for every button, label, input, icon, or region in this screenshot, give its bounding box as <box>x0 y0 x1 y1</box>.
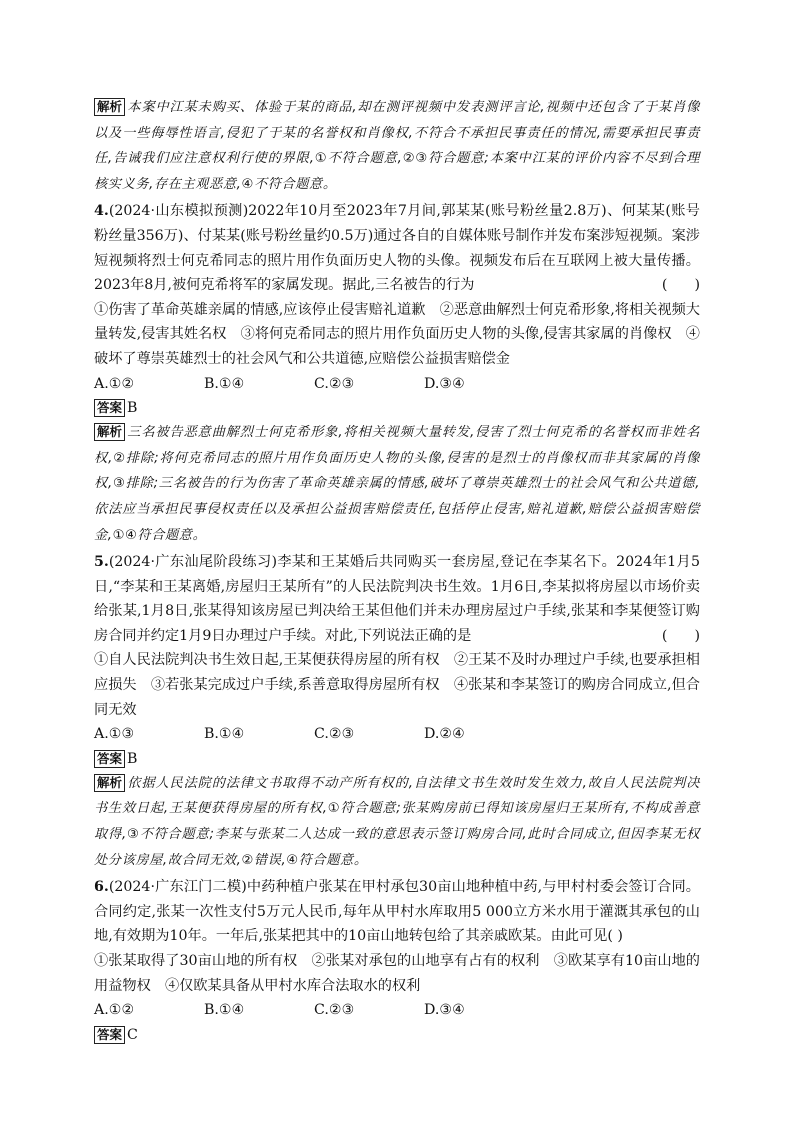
answer-value: B <box>127 750 138 767</box>
analysis-tag: 解析 <box>94 98 125 116</box>
option-d: D.③④ <box>424 375 465 392</box>
question-statements: ①张某取得了30亩山地的所有权 ②张某对承包的山地享有占有的权利 ③欧某享有10亩山地的用益物权 ④仅欧某具备从甲村水库合法取水的权利 <box>94 953 700 994</box>
analysis-text: 三名被告恶意曲解烈士何克希形象,将相关视频大量转发,侵害了烈士何克希的名誉权而非姓名权,②排除;将何克希同志的照片用作负面历史人物的头像,侵害的是烈士的肖像权而非其家属的肖像权,③排除;三名被告的行为伤害了革命英雄亲属的情感,破坏了尊崇英雄烈士的社会风气和公共道德,依法应当承担民事侵权责任以及承担公益损害赔偿责任,包括停止侵害,赔礼道歉,赔偿公益损害赔偿金,①④符合题意。 <box>94 425 700 543</box>
answer-line <box>94 1023 700 1047</box>
option-c: C.②③ <box>314 375 355 392</box>
answer-value: B <box>127 400 138 417</box>
analysis-block <box>94 420 700 548</box>
option-d: D.②④ <box>424 726 465 743</box>
options-row <box>94 998 700 1023</box>
option-c: C.②③ <box>314 1002 355 1019</box>
question-4 <box>94 199 700 548</box>
analysis-tag: 解析 <box>94 774 125 792</box>
question-number: 6. <box>94 879 109 896</box>
question-stem <box>94 550 700 648</box>
option-c: C.②③ <box>314 726 355 743</box>
option-a: A.①② <box>94 375 135 392</box>
question-number: 4. <box>94 203 109 220</box>
question-statements: ①自人民法院判决书生效日起,王某便获得房屋的所有权 ②王某不及时办理过户手续,也要承担相应损失 ③若张某完成过户手续,系善意取得房屋所有权 ④张某和李某签订的购房合同成立,但合同无效 <box>94 652 700 718</box>
question-stem <box>94 875 700 949</box>
question-5 <box>94 550 700 873</box>
analysis-block <box>94 771 700 873</box>
option-a: A.①③ <box>94 726 135 743</box>
analysis-text: 依据人民法院的法律文书取得不动产所有权的,自法律文书生效时发生效力,故自人民法院判决书生效日起,王某便获得房屋的所有权,①符合题意;张某购房前已得知该房屋归王某所有,不构成善意取得,③不符合题意;李某与张某二人达成一致的意思表示签订购房合同,此时合同成立,但因李某无权处分该房屋,故合同无效,②错误,④符合题意。 <box>94 775 700 868</box>
question-stem-text: (2024·山东模拟预测)2022年10月至2023年7月间,郭某某(账号粉丝量2.8万)、何某某(账号粉丝量356万)、付某某(账号粉丝量约0.5万)通过各自的自媒体账号制作并发布案涉短视频。案涉短视频将烈士何克希同志的照片用作负面历史人物的头像。视频发布后在互联网上被大量传播。2023年8月,被何克希将军的家属发现。据此,三名被告的行为 <box>94 203 700 294</box>
analysis-text: 本案中江某未购买、体验于某的商品,却在测评视频中发表测评言论,视频中还包含了于某肖像以及一些侮辱性语言,侵犯了于某的名誉权和肖像权,不符合不承担民事责任的情况,需要承担民事责任,告诫我们应注意权利行使的界限,①不符合题意,②③符合题意;本案中江某的评价内容不尽到合理核实义务,存在主观恶意,④不符合题意。 <box>94 100 700 192</box>
question-stem-text: (2024·广东江门二模)中药种植户张某在甲村承包30亩山地种植中药,与甲村村委会签订合同。合同约定,张某一次性支付5万元人民币,每年从甲村水库取用5 000立方米水用于灌溉其承包的山地,有效期为10年。一年后,张某把其中的10亩山地转包给了其亲戚欧某。由此可见( ) <box>94 879 700 945</box>
options-row <box>94 722 700 747</box>
options-row <box>94 372 700 397</box>
question-6 <box>94 875 700 1047</box>
answer-paren: ( ) <box>661 627 700 644</box>
question-number: 5. <box>94 554 109 571</box>
answer-tag: 答案 <box>94 750 125 768</box>
answer-line <box>94 747 700 771</box>
option-b: B.①④ <box>204 726 245 743</box>
analysis-tag: 解析 <box>94 423 125 441</box>
question-stem <box>94 199 700 297</box>
option-b: B.①④ <box>204 1002 245 1019</box>
answer-value: C <box>127 1026 138 1043</box>
question-stem-text: (2024·广东汕尾阶段练习)李某和王某婚后共同购买一套房屋,登记在李某名下。2024年1月5日,“李某和王某离婚,房屋归王某所有”的人民法院判决书生效。1月6日,李某拟将房屋以市场价卖给张某,1月8日,张某得知该房屋已判决给王某但他们并未办理房屋过户手续,张某和李某便签订购房合同并约定1月9日办理过户手续。对此,下列说法正确的是 <box>94 554 700 644</box>
option-a: A.①② <box>94 1002 135 1019</box>
answer-tag: 答案 <box>94 399 125 417</box>
analysis-block-q3 <box>94 95 700 197</box>
document-content <box>94 95 700 1047</box>
answer-line <box>94 396 700 420</box>
option-d: D.③④ <box>424 1002 465 1019</box>
question-statements: ①伤害了革命英雄亲属的情感,应该停止侵害赔礼道歉 ②恶意曲解烈士何克希形象,将相关视频大量转发,侵害其姓名权 ③将何克希同志的照片用作负面历史人物的头像,侵害其家属的肖像权 ④破坏了尊崇英雄烈士的社会风气和公共道德,应赔偿公益损害赔偿金 <box>94 301 700 367</box>
option-b: B.①④ <box>204 375 245 392</box>
answer-tag: 答案 <box>94 1026 125 1044</box>
answer-paren: ( ) <box>661 277 700 294</box>
